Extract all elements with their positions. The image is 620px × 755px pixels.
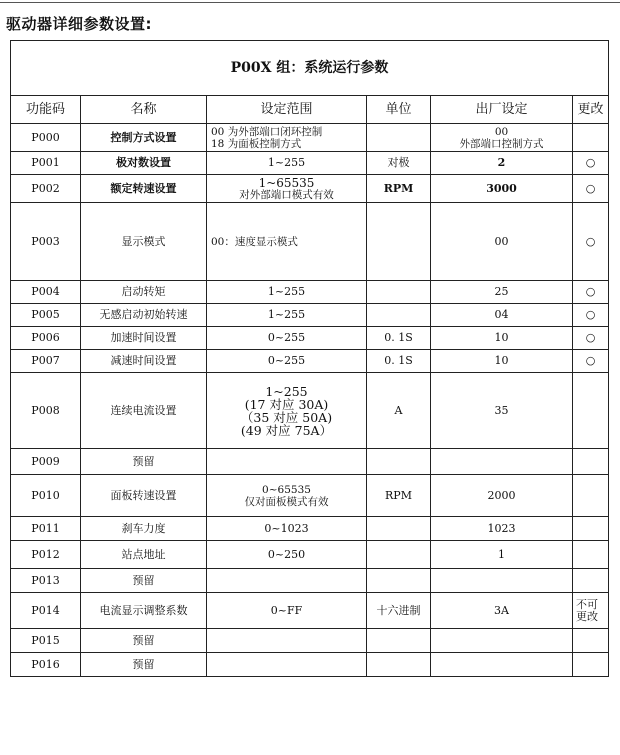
row-change (573, 653, 609, 677)
header-range: 设定范围 (207, 96, 367, 124)
row-range (207, 629, 367, 653)
row-change: ○ (573, 281, 609, 304)
row-default: 1023 (431, 517, 573, 541)
row-code: P011 (11, 517, 81, 541)
row-range: 0~250 (207, 541, 367, 569)
table-row (11, 124, 609, 152)
row-code: P002 (11, 175, 81, 203)
parameter-table (10, 40, 609, 677)
row-range (207, 449, 367, 475)
row-code: P013 (11, 569, 81, 593)
row-range: 00：速度显示模式 (207, 203, 367, 281)
row-unit: RPM (367, 175, 431, 203)
row-default: 10 (431, 327, 573, 350)
row-code: P009 (11, 449, 81, 475)
row-unit: RPM (367, 475, 431, 517)
row-code: P000 (11, 124, 81, 152)
row-code: P003 (11, 203, 81, 281)
row-code: P007 (11, 350, 81, 373)
page-title: 驱动器详细参数设置: (6, 15, 152, 33)
row-unit: 十六进制 (367, 593, 431, 629)
row-default: 00 (431, 203, 573, 281)
row-default: 04 (431, 304, 573, 327)
range-line: 00 为外部端口闭环控制 (211, 125, 323, 138)
row-code: P001 (11, 152, 81, 175)
row-default (431, 449, 573, 475)
row-name: 电流显示调整系数 (81, 593, 207, 629)
row-change (573, 517, 609, 541)
default-line: 00 (494, 125, 509, 138)
row-default: 1 (431, 541, 573, 569)
row-unit (367, 281, 431, 304)
row-change (573, 124, 609, 152)
row-default (431, 569, 573, 593)
table-row (11, 593, 609, 629)
row-range: 1~255 (207, 152, 367, 175)
row-change: ○ (573, 152, 609, 175)
row-default (431, 629, 573, 653)
row-range (207, 175, 367, 203)
header-name: 名称 (81, 96, 207, 124)
row-unit (367, 653, 431, 677)
table-row (11, 281, 609, 304)
default-line: 外部端口控制方式 (459, 137, 544, 150)
table-row (11, 327, 609, 350)
row-name: 面板转速设置 (81, 475, 207, 517)
row-default: 35 (431, 373, 573, 449)
row-name: 预留 (81, 629, 207, 653)
row-unit: 对极 (367, 152, 431, 175)
row-range (207, 569, 367, 593)
range-line: 0~65535 (262, 483, 311, 496)
range-line: (17 对应 30A) (244, 396, 329, 412)
table-row (11, 373, 609, 449)
row-change (573, 629, 609, 653)
row-default (431, 653, 573, 677)
table-row (11, 517, 609, 541)
row-name: 连续电流设置 (81, 373, 207, 449)
row-default: 3A (431, 593, 573, 629)
row-code: P004 (11, 281, 81, 304)
row-range: 0~255 (207, 327, 367, 350)
table-row (11, 203, 609, 281)
range-line: 1~65535 (258, 175, 315, 190)
row-default: 2000 (431, 475, 573, 517)
row-unit: 0. 1S (367, 327, 431, 350)
range-line: 仅对面板模式有效 (244, 495, 329, 508)
range-line: (49 对应 75A） (240, 422, 333, 438)
row-unit (367, 203, 431, 281)
row-code: P008 (11, 373, 81, 449)
table-row (11, 653, 609, 677)
row-code: P010 (11, 475, 81, 517)
row-change: ○ (573, 203, 609, 281)
row-name: 无感启动初始转速 (81, 304, 207, 327)
row-range: 0~1023 (207, 517, 367, 541)
row-code: P014 (11, 593, 81, 629)
row-unit (367, 304, 431, 327)
row-range (207, 475, 367, 517)
group-title: P00X 组：系统运行参数 (11, 41, 609, 96)
row-name: 预留 (81, 449, 207, 475)
row-range: 1~255 (207, 304, 367, 327)
row-code: P006 (11, 327, 81, 350)
row-change (573, 475, 609, 517)
row-change (573, 373, 609, 449)
row-name: 站点地址 (81, 541, 207, 569)
row-name: 启动转矩 (81, 281, 207, 304)
row-unit (367, 449, 431, 475)
row-unit (367, 124, 431, 152)
row-range (207, 373, 367, 449)
row-change: ○ (573, 304, 609, 327)
header-unit: 单位 (367, 96, 431, 124)
row-range (207, 124, 367, 152)
row-range: 1~255 (207, 281, 367, 304)
table-row (11, 475, 609, 517)
row-change (573, 449, 609, 475)
range-line: 1~255 (265, 383, 308, 399)
row-default (431, 124, 573, 152)
header-change: 更改 (573, 96, 609, 124)
row-code: P012 (11, 541, 81, 569)
row-default: 2 (431, 152, 573, 175)
row-range (207, 653, 367, 677)
row-name: 极对数设置 (81, 152, 207, 175)
row-change (573, 569, 609, 593)
table-row (11, 449, 609, 475)
table-row (11, 350, 609, 373)
row-unit (367, 629, 431, 653)
row-name: 刹车力度 (81, 517, 207, 541)
row-name: 预留 (81, 653, 207, 677)
row-name: 额定转速设置 (81, 175, 207, 203)
row-name: 控制方式设置 (81, 124, 207, 152)
row-name: 加速时间设置 (81, 327, 207, 350)
range-line: 对外部端口模式有效 (239, 188, 334, 201)
header-default: 出厂设定 (431, 96, 573, 124)
row-unit (367, 569, 431, 593)
row-range: 0~FF (207, 593, 367, 629)
row-code: P005 (11, 304, 81, 327)
row-default: 3000 (431, 175, 573, 203)
header-code: 功能码 (11, 96, 81, 124)
row-default: 10 (431, 350, 573, 373)
range-line: 18 为面板控制方式 (211, 137, 302, 150)
row-change: 不可更改 (573, 593, 609, 629)
row-name: 减速时间设置 (81, 350, 207, 373)
header-row (11, 96, 609, 124)
top-rule (0, 2, 620, 3)
table-row (11, 541, 609, 569)
row-unit (367, 517, 431, 541)
range-line: （35 对应 50A) (240, 409, 333, 425)
row-code: P016 (11, 653, 81, 677)
row-range: 0~255 (207, 350, 367, 373)
row-change (573, 541, 609, 569)
row-change: ○ (573, 327, 609, 350)
table-row (11, 304, 609, 327)
table-row (11, 569, 609, 593)
table-row (11, 152, 609, 175)
table-row (11, 629, 609, 653)
row-change: ○ (573, 175, 609, 203)
row-default: 25 (431, 281, 573, 304)
row-unit (367, 541, 431, 569)
table-row (11, 175, 609, 203)
row-unit: A (367, 373, 431, 449)
row-unit: 0. 1S (367, 350, 431, 373)
row-name: 显示模式 (81, 203, 207, 281)
row-change: ○ (573, 350, 609, 373)
row-code: P015 (11, 629, 81, 653)
row-name: 预留 (81, 569, 207, 593)
